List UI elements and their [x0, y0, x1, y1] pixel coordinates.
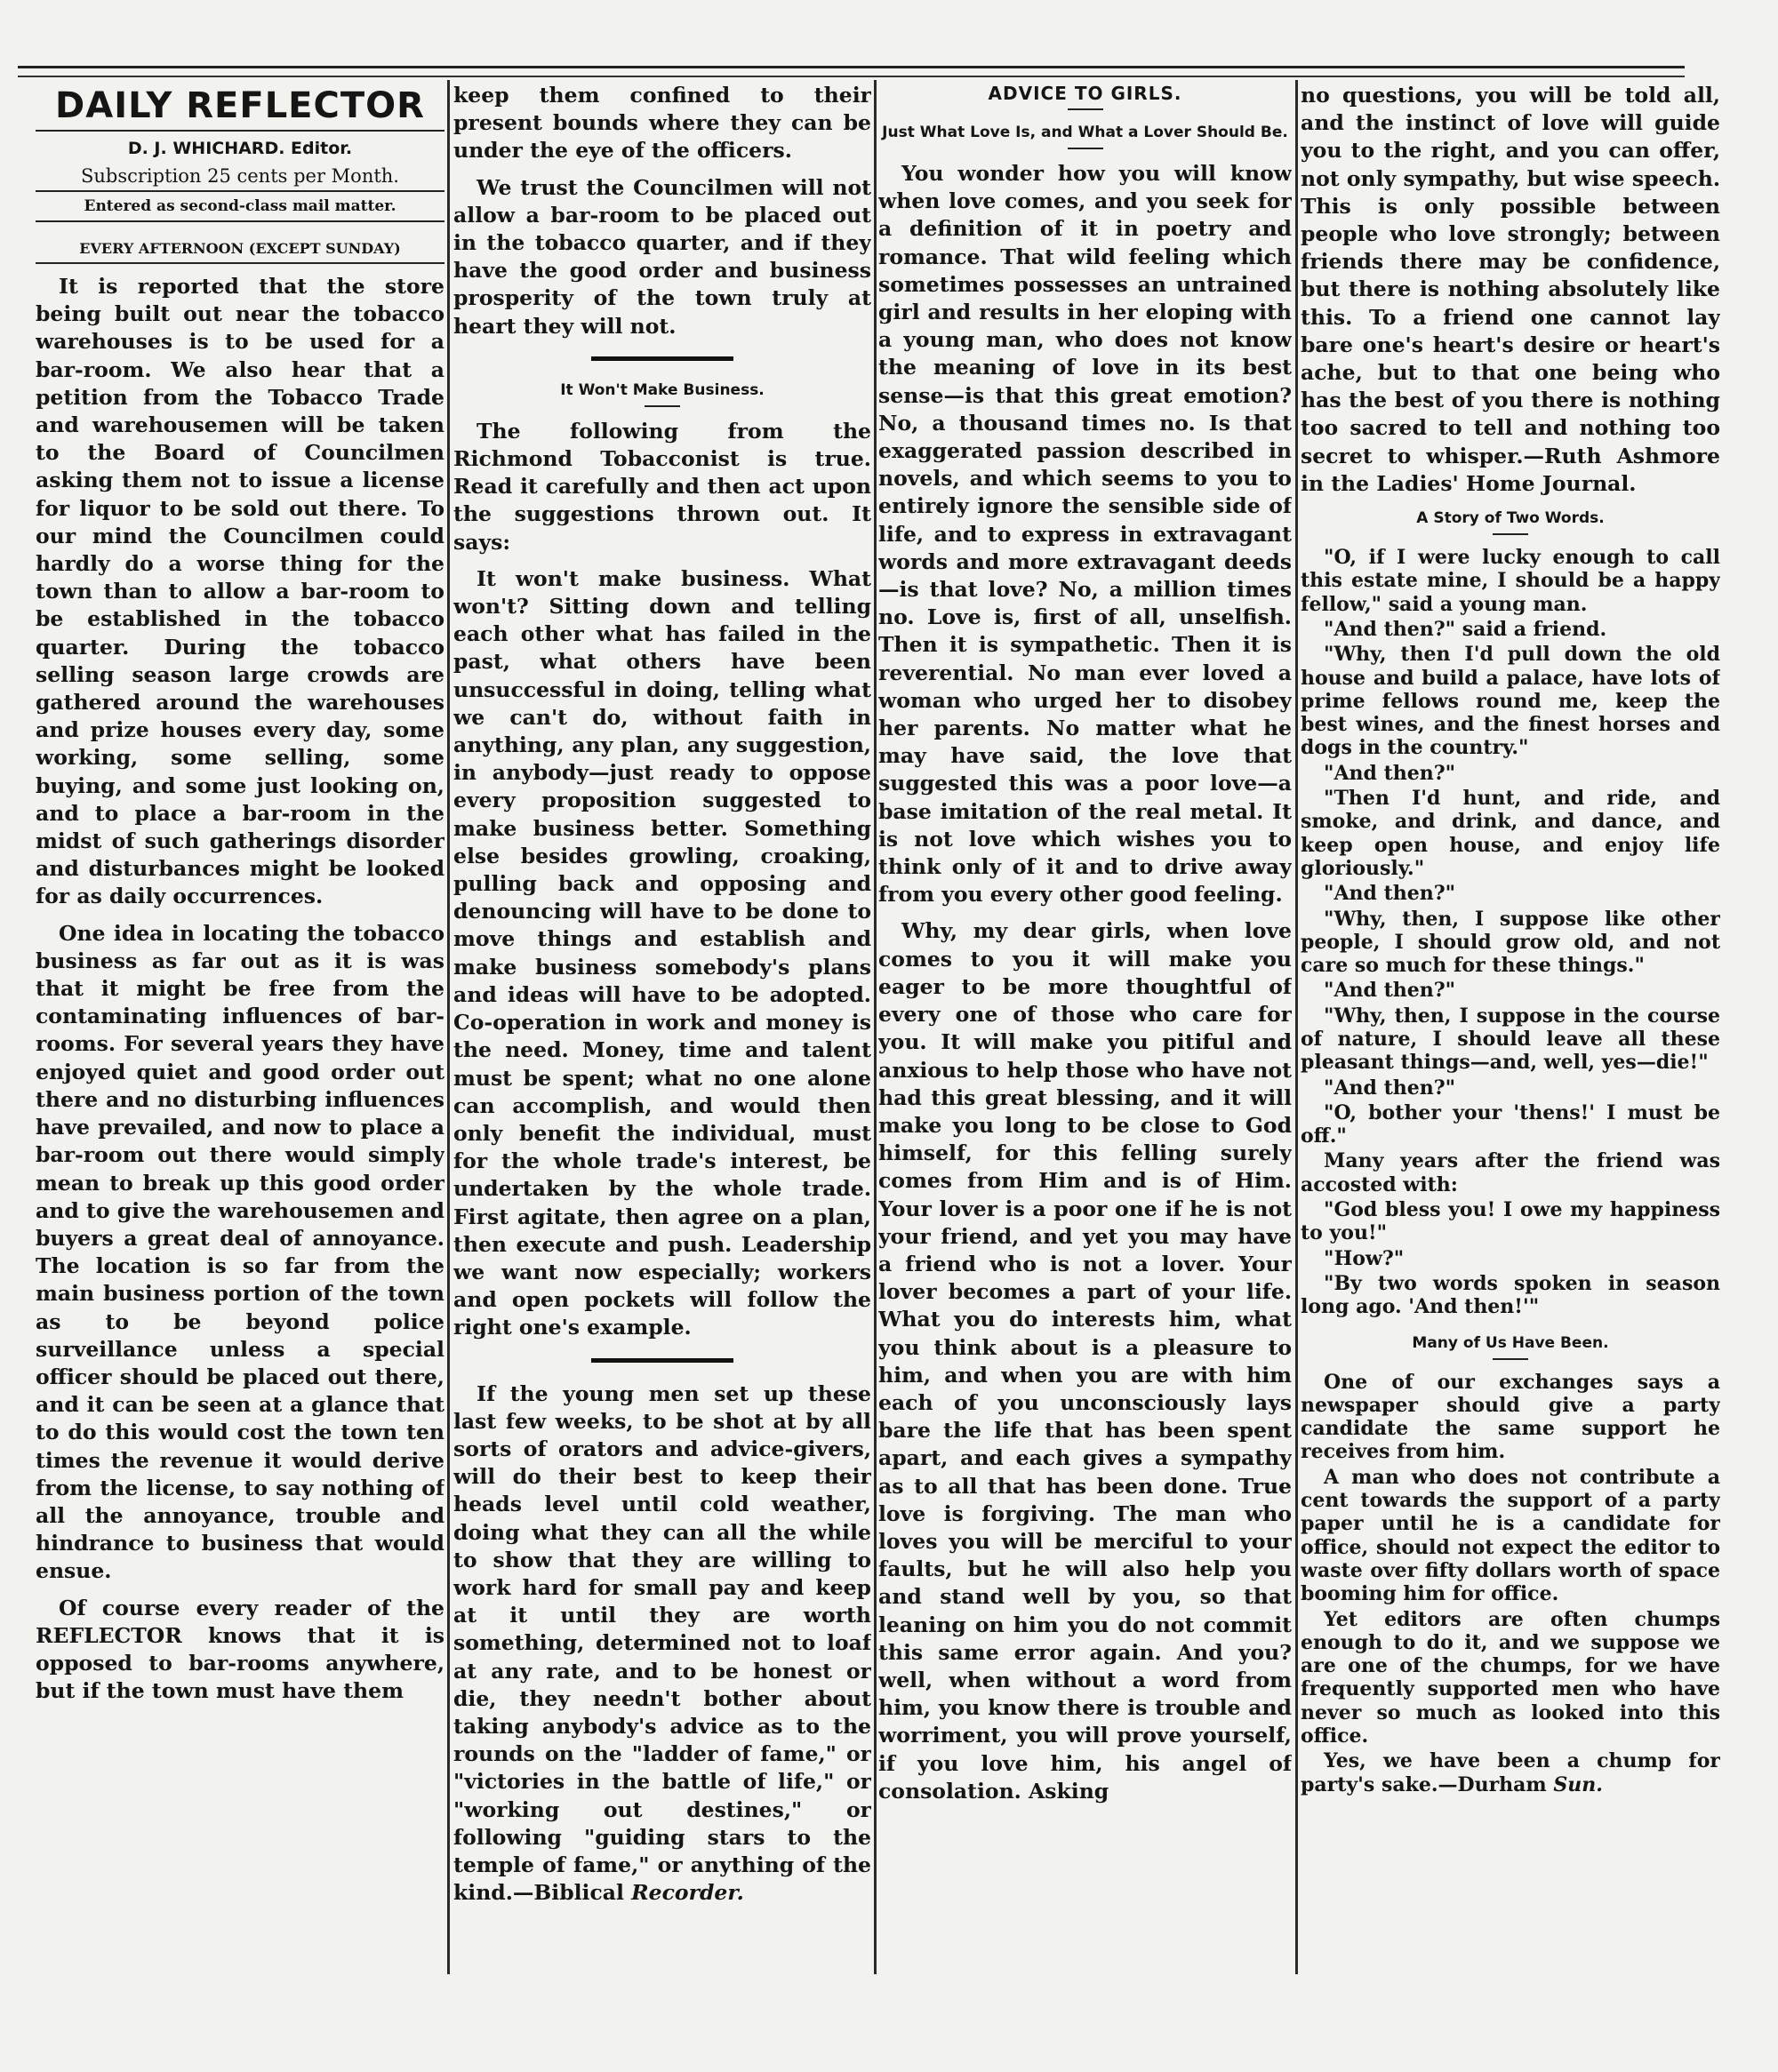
heading-rule	[1493, 1358, 1528, 1360]
dialogue-line: "And then?"	[1324, 882, 1456, 906]
dialogue-line: "Why, then, I suppose like other people, I should grow old, and not care so much for these things."	[1301, 907, 1720, 978]
article-paragraph: Yet editors are often chumps enough to do it, and we suppose we are one of the chumps, for we have frequently supported men who have never so much as looked into this office.	[1301, 1607, 1720, 1748]
column-divider	[1295, 80, 1298, 1974]
masthead-entered: Entered as second-class mail matter.	[36, 190, 444, 222]
dialogue-line: "And then?" said a friend.	[1324, 617, 1607, 641]
dialogue-line: "Then I'd hunt, and ride, and smoke, and drink, and dance, and keep open house, and enjoy life gloriously."	[1301, 787, 1720, 880]
section-rule	[591, 356, 733, 361]
dialogue-line: "By two words spoken in season long ago. 'And then!'"	[1301, 1271, 1720, 1319]
heading-rule	[645, 405, 680, 407]
top-rule-2	[18, 76, 1685, 77]
article-paragraph: One of our exchanges says a newspaper should give a party candidate the same support he receives from him.	[1301, 1370, 1720, 1464]
heading-rule	[1068, 148, 1103, 149]
dialogue-line: "O, bother your 'thens!' I must be off."	[1301, 1100, 1720, 1148]
article-paragraph: keep them confined to their present bounds where they can be under the eye of the officers.	[453, 83, 871, 164]
dialogue-line: "Why, then I'd pull down the old house and build a palace, have lots of prime fellows round me, keep the best wines, and the finest horses and dogs in the country."	[1301, 643, 1720, 760]
article-heading: Many of Us Have Been.	[1412, 1333, 1609, 1352]
article-paragraph: The following from the Richmond Tobacconist is true. Read it carefully and then act upon the suggestions thrown out. It says:	[453, 418, 871, 555]
column-divider	[874, 80, 877, 1974]
masthead-title: DAILY REFLECTOR	[55, 85, 425, 126]
dialogue-line: "How?"	[1324, 1246, 1405, 1270]
article-paragraph: no questions, you will be told all, and the instinct of love will guide you to the right, and you can offer, not only sympathy, but wise speech. This is only possible between people who love strongly; between friends there may be confidence, but there is nothing absolutely like this. To a friend one cannot lay bare one's heart's desire or heart's ache, but to that one being who has the best of you there is nothing too sacred to tell and nothing too secret to whisper.—Ruth Ashmore in the Ladies' Home Journal.	[1301, 83, 1720, 496]
article-paragraph: One idea in locating the tobacco business as far out as it is was that it might be free from the contaminating influences of bar-rooms. For several years they have enjoyed quiet and good order out there and no disturbing influences have prevailed, and now to place a bar-room out there would simply mean to break up this good order and to give the warehousemen and buyers a great deal of annoyance. The location is so far from the main business portion of the town as to be beyond police surveillance unless a special officer should be placed out there, and it can be seen at a glance that to do this would cost the town ten times the revenue it would derive from the license, to say nothing of all the annoyance, trouble and hindrance to business that would ensue.	[36, 920, 444, 1584]
column-3	[878, 82, 1292, 1965]
article-paragraph: Of course every reader of the REFLECTOR knows that it is opposed to bar-rooms anywhere, but if the town must have them	[36, 1595, 444, 1704]
top-rule	[18, 66, 1685, 68]
article-heading: It Won't Make Business.	[560, 380, 765, 399]
article-paragraph: A man who does not contribute a cent towards the support of a party paper until he is a candidate for office, should not expect the editor to waste over fifty dollars worth of space booming him for office.	[1301, 1465, 1720, 1606]
dialogue-line: "God bless you! I owe my happiness to you!"	[1301, 1198, 1720, 1245]
heading-rule	[1493, 533, 1528, 535]
heading-rule	[1068, 108, 1103, 110]
article-subheading: Just What Love Is, and What a Lover Should Be.	[882, 124, 1288, 141]
article-heading: A Story of Two Words.	[1416, 509, 1605, 528]
dialogue-line: "And then?"	[1324, 1076, 1456, 1100]
article-paragraph	[453, 1380, 871, 1908]
column-1	[36, 82, 444, 1965]
article-paragraph: Why, my dear girls, when love comes to you it will make you eager to be more thoughtful of every one of those who care for you. It will make you pitiful and anxious to help those who have not had this great blessing, and it will make you long to be close to God himself, for this felling surely comes from Him and is of Him. Your lover is a poor one if he is not your friend, and yet you may have a friend who is not a lover. Your lover becomes a part of your life. What you do interests him, what you think about is a pleasure to him, and when you are with him each of you unconsciously lays bare the life that has been spent apart, and each gives a sympathy as to all that has been done. True love is forgiving. The man who loves you will be merciful to your faults, but he will also help you and stand well by you, so that leaning on him you do not commit this same error again. And you? well, when without a word from him, you know there is trouble and worriment, you will prove yourself, if you love him, his angel of consolation. Asking	[878, 918, 1292, 1804]
dialogue-line: "And then?"	[1324, 979, 1456, 1003]
article-source: Recorder.	[631, 1880, 744, 1906]
article-paragraph: You wonder how you will know when love comes, and you seek for a definition of it in poetry and romance. That wild feeling which sometimes possesses an untrained girl and results in her eloping with a young man, who does not know the meaning of love in its best sense—is that this great emotion? No, a thousand times no. Is that exaggerated passion described in novels, and which seems to you to entirely ignore the sensible side of life, and to express in extravagant words and more extravagant deeds—is that love? No, a million times no. Love is, first of all, unselfish. Then it is sympathetic. Then it is reverential. No man ever loved a woman who urged her to disobey her parents. No matter what he may have said, the love that suggested this was a poor love—a base imitation of the real metal. It is not love which wishes you to think only of it and to drive away from you every other good feeling.	[878, 161, 1292, 908]
article-text: If the young men set up these last few weeks, to be shot at by all sorts of orators and advice-givers, will do their best to keep their heads level until cold weather, doing what they can all the while to show that they are willing to work hard for small pay and keep at it until they are worth something, determined not to loaf at any rate, and to be honest or die, they needn't bother about taking anybody's advice as to the rounds on the "ladder of fame," or "victories in the battle of life," or "working out destines," or following "guiding stars to the temple of fame," or anything of the kind.—Biblical	[453, 1380, 871, 1906]
article-paragraph: It won't make business. What won't? Sitting down and telling each other what has failed in the past, what others have been unsuccessful in doing, telling what we can't do, without faith in anything, any plan, any suggestion, in anybody—just ready to oppose every proposition suggested to make business better. Something else besides growling, croaking, pulling back and opposing and denouncing will have to be done to move things and establish and make business somebody's plans and ideas will have to be adopted. Co-operation in work and money is the need. Money, time and talent must be spent; what no one alone can accomplish, and would then only benefit the individual, must for the whole trade's interest, be undertaken by the whole trade. First agitate, then agree on a plan, then execute and push. Leadership we want now especially; workers and open pockets will follow the right one's example.	[453, 565, 871, 1340]
article-paragraph	[1301, 1749, 1720, 1796]
column-4	[1301, 82, 1720, 1965]
column-divider	[447, 80, 450, 1974]
column-2	[453, 82, 871, 1965]
dialogue-line: "Why, then, I suppose in the course of nature, I should leave all these pleasant things—and, well, yes—die!"	[1301, 1004, 1720, 1075]
masthead-editor: D. J. WHICHARD. Editor.	[36, 130, 444, 158]
article-paragraph: It is reported that the store being built out near the tobacco warehouses is to be used for a bar-room. We also hear that a petition from the Tobacco Trade and warehousemen will be taken to the Board of Councilmen asking them not to issue a license for liquor to be sold out there. To our mind the Councilmen could hardly do a worse thing for the town than to allow a bar-room to be established in the tobacco quarter. During the tobacco selling season large crowds are gathered around the warehouses and prize houses every day, some working, some selling, some buying, and some just looking on, and to place a bar-room in the midst of such gatherings disorder and disturbances might be looked for as daily occurrences.	[36, 274, 444, 909]
article-heading: ADVICE TO GIRLS.	[988, 83, 1182, 104]
dialogue-line: "O, if I were lucky enough to call this estate mine, I should be a happy fellow," said a young man.	[1301, 546, 1720, 616]
masthead-schedule: EVERY AFTERNOON (EXCEPT SUNDAY)	[36, 235, 444, 264]
article-paragraph: We trust the Councilmen will not allow a bar-room to be placed out in the tobacco quarter, and if they have the good order and business prosperity of the town truly at heart they will not.	[453, 174, 871, 339]
dialogue-line: Many years after the friend was accosted with:	[1301, 1149, 1720, 1196]
article-text: Yes, we have been a chump for party's sake.—Durham	[1301, 1749, 1720, 1796]
dialogue-line: "And then?"	[1324, 761, 1456, 785]
article-source: Sun.	[1553, 1772, 1603, 1796]
section-rule	[591, 1358, 733, 1363]
masthead-subscription: Subscription 25 cents per Month.	[81, 165, 399, 187]
